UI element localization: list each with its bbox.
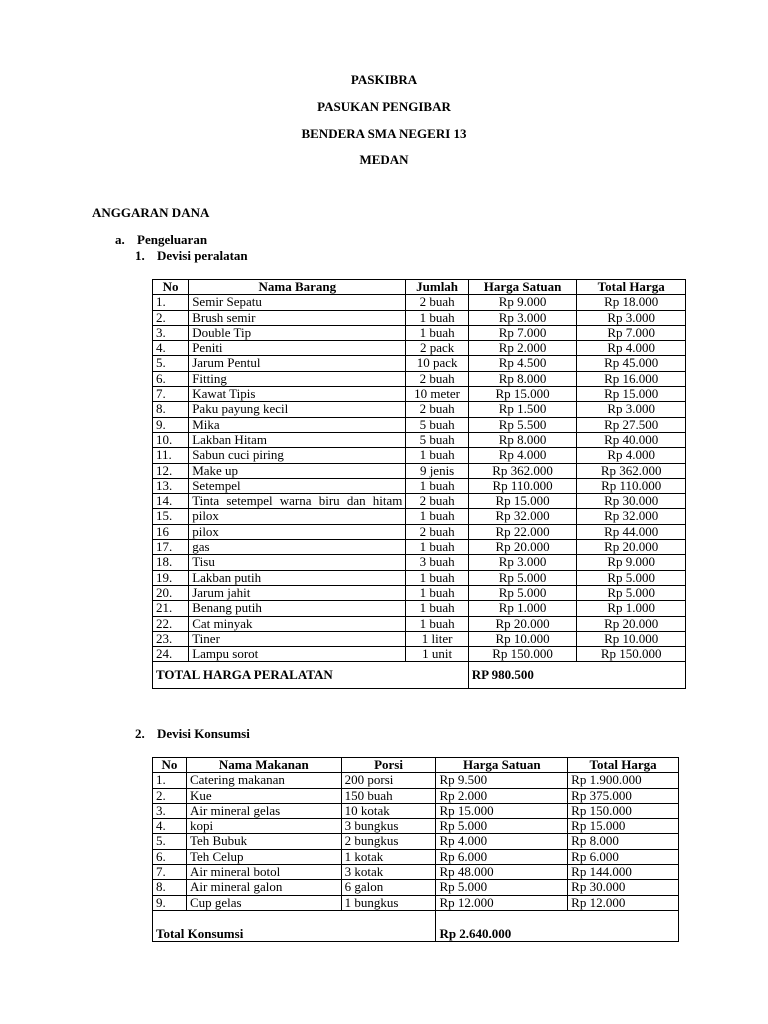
- table-cell: 10 pack: [406, 356, 468, 371]
- table-cell: 5.: [153, 356, 189, 371]
- table-cell: Sabun cuci piring: [189, 448, 406, 463]
- table-cell: 22.: [153, 616, 189, 631]
- table-cell: Rp 45.000: [577, 356, 686, 371]
- table-row: [153, 616, 686, 631]
- table-cell: 3.: [153, 803, 187, 818]
- equipment-total-tail: [577, 662, 686, 689]
- consumption-total-value: Rp 2.640.000: [436, 910, 568, 941]
- table-row: [153, 880, 679, 895]
- subsection-a-label: Pengeluaran: [137, 232, 208, 247]
- table-cell: 1 buah: [406, 509, 468, 524]
- header-cell: Porsi: [341, 758, 436, 773]
- table-cell: 17.: [153, 540, 189, 555]
- table-cell: Rp 27.500: [577, 417, 686, 432]
- table-cell: 1 unit: [406, 647, 468, 662]
- table-row: [153, 494, 686, 509]
- subsection-a-marker: a.: [115, 232, 125, 247]
- table-cell: Teh Celup: [186, 849, 341, 864]
- table-cell: Rp 4.000: [577, 341, 686, 356]
- table-cell: 19.: [153, 570, 189, 585]
- table-row: [153, 849, 679, 864]
- table-cell: 11.: [153, 448, 189, 463]
- table-cell: Lakban Hitam: [189, 432, 406, 447]
- table-cell: Rp 9.000: [577, 555, 686, 570]
- table-cell: Rp 8.000: [468, 432, 577, 447]
- table-cell: Rp 20.000: [468, 616, 577, 631]
- table-row: [153, 895, 679, 910]
- header-line-2: PASUKAN PENGIBAR: [317, 99, 451, 114]
- table-cell: Rp 5.000: [468, 585, 577, 600]
- header-line-1: PASKIBRA: [350, 72, 418, 87]
- table-cell: 2.: [153, 788, 187, 803]
- table-cell: Rp 20.000: [577, 540, 686, 555]
- header-cell: No: [153, 280, 189, 295]
- table-cell: 1 buah: [406, 570, 468, 585]
- table-cell: Brush semir: [189, 310, 406, 325]
- table-cell: Rp 5.000: [468, 570, 577, 585]
- header-cell: Harga Satuan: [468, 280, 577, 295]
- table-cell: Rp 362.000: [468, 463, 577, 478]
- table-cell: Rp 362.000: [577, 463, 686, 478]
- table-cell: Rp 375.000: [568, 788, 679, 803]
- section-title: ANGGARAN DANA: [92, 205, 210, 220]
- table-cell: 12.: [153, 463, 189, 478]
- table-cell: 150 buah: [341, 788, 436, 803]
- table-cell: 1 buah: [406, 310, 468, 325]
- table-row: [153, 570, 686, 585]
- table-cell: Double Tip: [189, 325, 406, 340]
- table-cell: 2 buah: [406, 494, 468, 509]
- table-cell: 2 buah: [406, 371, 468, 386]
- table-cell: Rp 150.000: [577, 647, 686, 662]
- table-cell: Rp 5.000: [436, 819, 568, 834]
- table-cell: 21.: [153, 601, 189, 616]
- table-row: [153, 585, 686, 600]
- table-cell: Rp 110.000: [468, 478, 577, 493]
- table-cell: 1.: [153, 773, 187, 788]
- table-row: [153, 325, 686, 340]
- table-cell: Rp 30.000: [577, 494, 686, 509]
- header-cell: Nama Makanan: [186, 758, 341, 773]
- table-cell: 10 meter: [406, 387, 468, 402]
- table-cell: 1 buah: [406, 540, 468, 555]
- table-row: [153, 448, 686, 463]
- table-cell: 14.: [153, 494, 189, 509]
- table-cell: 5 buah: [406, 432, 468, 447]
- table-cell: 4.: [153, 819, 187, 834]
- consumption-total-label: Total Konsumsi: [153, 910, 342, 941]
- subsection-2-label: Devisi Konsumsi: [157, 726, 250, 741]
- subsection-a: [115, 232, 207, 248]
- table-cell: Rp 4.000: [577, 448, 686, 463]
- subsection-1-label: Devisi peralatan: [157, 248, 248, 263]
- table-cell: Rp 5.500: [468, 417, 577, 432]
- table-cell: Tisu: [189, 555, 406, 570]
- table-cell: Rp 2.000: [468, 341, 577, 356]
- table-cell: 1 buah: [406, 601, 468, 616]
- consumption-table: [152, 757, 679, 942]
- table-cell: 1 buah: [406, 325, 468, 340]
- table-row: [153, 865, 679, 880]
- table-cell: Rp 5.000: [577, 570, 686, 585]
- table-cell: Rp 32.000: [468, 509, 577, 524]
- table-cell: Air mineral botol: [186, 865, 341, 880]
- table-cell: Rp 3.000: [468, 555, 577, 570]
- table-cell: Rp 3.000: [577, 402, 686, 417]
- table-cell: 2 buah: [406, 524, 468, 539]
- table-cell: 3 bungkus: [341, 819, 436, 834]
- table-cell: 2.: [153, 310, 189, 325]
- table-cell: Rp 7.000: [577, 325, 686, 340]
- table-cell: 9.: [153, 895, 187, 910]
- table-cell: Rp 8.000: [568, 834, 679, 849]
- table-cell: 1 liter: [406, 631, 468, 646]
- table-row: [153, 540, 686, 555]
- header-cell: Nama Barang: [189, 280, 406, 295]
- table-cell: Jarum jahit: [189, 585, 406, 600]
- table-cell: Lakban putih: [189, 570, 406, 585]
- header-cell: Total Harga: [568, 758, 679, 773]
- table-cell: gas: [189, 540, 406, 555]
- table-cell: Rp 18.000: [577, 295, 686, 310]
- table-row: [153, 371, 686, 386]
- subsection-1: [135, 248, 248, 264]
- equipment-total-row: [153, 662, 686, 689]
- table-cell: 9.: [153, 417, 189, 432]
- table-cell: 2 pack: [406, 341, 468, 356]
- table-cell: 13.: [153, 478, 189, 493]
- table-cell: Fitting: [189, 371, 406, 386]
- table-cell: Rp 9.000: [468, 295, 577, 310]
- table-cell: 5 buah: [406, 417, 468, 432]
- table-cell: 200 porsi: [341, 773, 436, 788]
- table-cell: Rp 1.000: [577, 601, 686, 616]
- table-row: [153, 647, 686, 662]
- table-cell: Rp 3.000: [577, 310, 686, 325]
- table-cell: 5.: [153, 834, 187, 849]
- table-row: [153, 295, 686, 310]
- table-cell: 1 buah: [406, 478, 468, 493]
- table-cell: 1 bungkus: [341, 895, 436, 910]
- table-cell: Rp 8.000: [468, 371, 577, 386]
- table-cell: 15.: [153, 509, 189, 524]
- table-cell: Rp 9.500: [436, 773, 568, 788]
- table-cell: Lampu sorot: [189, 647, 406, 662]
- table-row: [153, 432, 686, 447]
- consumption-table-header: [153, 758, 679, 773]
- header-cell: Total Harga: [577, 280, 686, 295]
- table-cell: Rp 1.000: [468, 601, 577, 616]
- table-cell: Rp 12.000: [568, 895, 679, 910]
- table-cell: Rp 15.000: [468, 494, 577, 509]
- table-cell: Rp 10.000: [577, 631, 686, 646]
- table-cell: Rp 40.000: [577, 432, 686, 447]
- table-cell: Cat minyak: [189, 616, 406, 631]
- table-cell: 1.: [153, 295, 189, 310]
- table-cell: pilox: [189, 509, 406, 524]
- table-cell: Rp 1.500: [468, 402, 577, 417]
- table-cell: Rp 5.000: [436, 880, 568, 895]
- table-cell: Rp 4.000: [468, 448, 577, 463]
- table-cell: 6 galon: [341, 880, 436, 895]
- table-cell: Rp 15.000: [436, 803, 568, 818]
- table-row: [153, 478, 686, 493]
- table-cell: 8.: [153, 880, 187, 895]
- table-cell: Catering makanan: [186, 773, 341, 788]
- table-cell: Rp 15.000: [577, 387, 686, 402]
- table-cell: Rp 6.000: [436, 849, 568, 864]
- table-cell: Rp 32.000: [577, 509, 686, 524]
- table-cell: Kue: [186, 788, 341, 803]
- table-cell: Jarum Pentul: [189, 356, 406, 371]
- table-cell: Rp 20.000: [468, 540, 577, 555]
- table-cell: 6.: [153, 371, 189, 386]
- table-cell: 7.: [153, 865, 187, 880]
- table-row: [153, 601, 686, 616]
- header-line-4: MEDAN: [359, 152, 409, 167]
- table-row: [153, 310, 686, 325]
- consumption-total-gap: [341, 910, 436, 941]
- table-cell: 3.: [153, 325, 189, 340]
- table-cell: Rp 150.000: [468, 647, 577, 662]
- table-cell: 1 kotak: [341, 849, 436, 864]
- table-cell: Benang putih: [189, 601, 406, 616]
- table-row: [153, 463, 686, 478]
- table-cell: Tiner: [189, 631, 406, 646]
- table-cell: Teh Bubuk: [186, 834, 341, 849]
- table-cell: 10 kotak: [341, 803, 436, 818]
- table-cell: 4.: [153, 341, 189, 356]
- table-cell: Rp 150.000: [568, 803, 679, 818]
- table-cell: Rp 6.000: [568, 849, 679, 864]
- table-cell: Peniti: [189, 341, 406, 356]
- table-row: [153, 819, 679, 834]
- table-cell: 2 buah: [406, 295, 468, 310]
- table-cell: Rp 30.000: [568, 880, 679, 895]
- table-cell: 1 buah: [406, 585, 468, 600]
- table-cell: Rp 144.000: [568, 865, 679, 880]
- table-row: [153, 417, 686, 432]
- table-cell: 20.: [153, 585, 189, 600]
- equipment-total-label: TOTAL HARGA PERALATAN: [153, 662, 406, 689]
- table-row: [153, 509, 686, 524]
- subsection-1-marker: 1.: [135, 248, 145, 263]
- subsection-2-marker: 2.: [135, 726, 145, 741]
- table-row: [153, 803, 679, 818]
- table-cell: 2 buah: [406, 402, 468, 417]
- table-cell: 8.: [153, 402, 189, 417]
- table-cell: Rp 110.000: [577, 478, 686, 493]
- header-cell: Harga Satuan: [436, 758, 568, 773]
- table-cell: Setempel: [189, 478, 406, 493]
- table-cell: 24.: [153, 647, 189, 662]
- table-row: [153, 834, 679, 849]
- table-cell: Tinta setempel warna biru dan hitam: [189, 494, 406, 509]
- table-cell: kopi: [186, 819, 341, 834]
- table-cell: Air mineral gelas: [186, 803, 341, 818]
- header-cell: No: [153, 758, 187, 773]
- table-cell: Paku payung kecil: [189, 402, 406, 417]
- table-cell: Make up: [189, 463, 406, 478]
- table-row: [153, 387, 686, 402]
- table-cell: 3 kotak: [341, 865, 436, 880]
- table-cell: 6.: [153, 849, 187, 864]
- table-cell: Rp 2.000: [436, 788, 568, 803]
- consumption-total-row: [153, 910, 679, 941]
- equipment-table: [152, 279, 686, 689]
- consumption-total-tail: [568, 910, 679, 941]
- table-cell: Rp 4.000: [436, 834, 568, 849]
- table-cell: Rp 15.000: [468, 387, 577, 402]
- subsection-2: [135, 726, 250, 742]
- table-row: [153, 631, 686, 646]
- table-cell: 1 buah: [406, 616, 468, 631]
- table-row: [153, 524, 686, 539]
- table-cell: Rp 4.500: [468, 356, 577, 371]
- table-cell: 2 bungkus: [341, 834, 436, 849]
- table-cell: Rp 1.900.000: [568, 773, 679, 788]
- table-cell: 23.: [153, 631, 189, 646]
- table-row: [153, 356, 686, 371]
- table-row: [153, 402, 686, 417]
- table-cell: 16: [153, 524, 189, 539]
- table-cell: Rp 10.000: [468, 631, 577, 646]
- table-cell: 3 buah: [406, 555, 468, 570]
- table-cell: Air mineral galon: [186, 880, 341, 895]
- header-cell: Jumlah: [406, 280, 468, 295]
- table-cell: 9 jenis: [406, 463, 468, 478]
- table-cell: 7.: [153, 387, 189, 402]
- table-cell: Rp 7.000: [468, 325, 577, 340]
- table-cell: Rp 16.000: [577, 371, 686, 386]
- equipment-table-header: [153, 280, 686, 295]
- table-cell: 1 buah: [406, 448, 468, 463]
- table-cell: pilox: [189, 524, 406, 539]
- table-row: [153, 788, 679, 803]
- equipment-total-gap: [406, 662, 468, 689]
- table-cell: Rp 44.000: [577, 524, 686, 539]
- table-cell: 18.: [153, 555, 189, 570]
- table-cell: Mika: [189, 417, 406, 432]
- table-row: [153, 773, 679, 788]
- table-cell: Rp 12.000: [436, 895, 568, 910]
- table-cell: Semir Sepatu: [189, 295, 406, 310]
- table-cell: Rp 3.000: [468, 310, 577, 325]
- table-cell: Rp 22.000: [468, 524, 577, 539]
- table-cell: Rp 20.000: [577, 616, 686, 631]
- table-row: [153, 341, 686, 356]
- table-cell: Rp 15.000: [568, 819, 679, 834]
- header-line-3: BENDERA SMA NEGERI 13: [301, 126, 467, 141]
- table-row: [153, 555, 686, 570]
- table-cell: Rp 5.000: [577, 585, 686, 600]
- table-cell: Rp 48.000: [436, 865, 568, 880]
- table-cell: Kawat Tipis: [189, 387, 406, 402]
- table-cell: Cup gelas: [186, 895, 341, 910]
- table-cell: 10.: [153, 432, 189, 447]
- equipment-total-value: RP 980.500: [468, 662, 577, 689]
